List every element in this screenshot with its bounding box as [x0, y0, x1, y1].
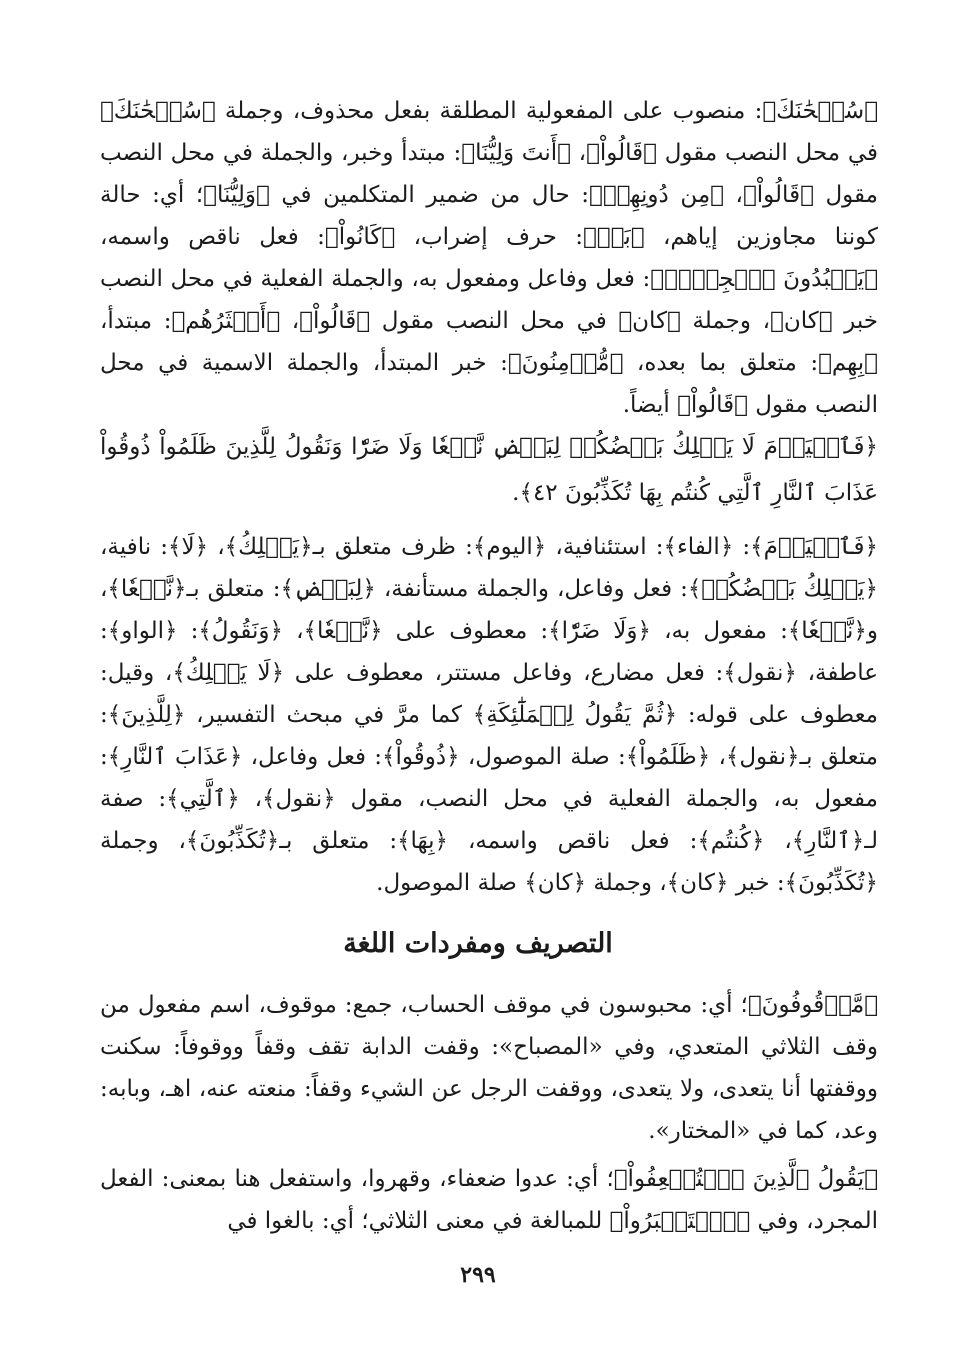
section-heading: التصريف ومفردات اللغة [343, 928, 613, 959]
paragraph-analysis-subhanaka: ﴿سُبۡحَٰنَكَ﴾: منصوب على المفعولية المطلقة بفعل محذوف، وجملة ﴿سُبۡحَٰنَكَ﴾ في محل النصب مقول ﴿قَالُواْ﴾، ﴿أَنتَ وَلِيُّنَا﴾: مبتدأ وخبر، والجملة في محل النصب مقول ﴿قَالُواْ﴾، ﴿مِن دُونِهِمۖ﴾: حال من ضمير المتكلمين في ﴿وَلِيُّنَا﴾؛ أي: حالة كوننا مجاوزين إياهم، ﴿بَلۡ﴾: حرف إضراب، ﴿كَانُواْ﴾: فعل ناقص واسمه، ﴿يَعۡبُدُونَ ٱلۡجِنَّۖ﴾: فعل وفاعل ومفعول به، والجملة الفعلية في محل النصب خبر ﴿كان﴾، وجملة ﴿كان﴾ في محل النصب مقول ﴿قَالُواْ﴾، ﴿أَكۡثَرُهُم﴾: مبتدأ، ﴿بِهِم﴾: متعلق بما بعده، ﴿مُّؤۡمِنُونَ﴾: خبر المبتدأ، والجملة الاسمية في محل النصب مقول ﴿قَالُواْ﴾ أيضاً. [100, 98, 878, 418]
paragraph-analysis-verse-42: ﴿فَٱلۡيَوۡمَ﴾: ﴿الفاء﴾: استئنافية، ﴿اليوم﴾: ظرف متعلق بـ﴿يَمۡلِكُ﴾، ﴿لَا﴾: نافية، ﴿يَمۡلِكُ بَعۡضُكُمۡ﴾: فعل وفاعل، والجملة مستأنفة، ﴿لِبَعۡضٖ﴾: متعلق بـ﴿نَّفۡعٗا﴾، و﴿نَّفۡعٗا﴾: مفعول به، ﴿وَلَا ضَرّٗا﴾: معطوف على ﴿نَّفۡعٗا﴾، ﴿وَنَقُولُ﴾: ﴿الواو﴾: عاطفة، ﴿نقول﴾: فعل مضارع، وفاعل مستتر، معطوف على ﴿لَا يَمۡلِكُ﴾، وقيل: معطوف على قوله: ﴿ثُمَّ يَقُولُ لِلۡمَلَٰٓئِكَةِ﴾ كما مرَّ في مبحث التفسير، ﴿لِلَّذِينَ﴾: متعلق بـ﴿نقول﴾، ﴿ظَلَمُواْ﴾: صلة الموصول، ﴿ذُوقُواْ﴾: فعل وفاعل، ﴿عَذَابَ ٱلنَّارِ﴾: مفعول به، والجملة الفعلية في محل النصب، مقول ﴿نقول﴾، ﴿ٱلَّتِي﴾: صفة لـ﴿ٱلنَّارِ﴾، ﴿كُنتُم﴾: فعل ناقص واسمه، ﴿بِهَا﴾: متعلق بـ﴿تُكَذِّبُونَ﴾، وجملة ﴿تُكَذِّبُونَ﴾: خبر ﴿كان﴾، وجملة ﴿كان﴾ صلة الموصول. [100, 534, 878, 896]
paragraph-istudifu: ﴿يَقُولُ ٱلَّذِينَ ٱسۡتُضۡعِفُواْ﴾؛ أي: عدوا ضعفاء، وقهروا، واستفعل هنا بمعنى: الفعل المجرد، وفي ﴿ٱسۡتَكۡبَرُواْ﴾ للمبالغة في معنى الثلاثي؛ أي: بالغوا في [100, 1166, 878, 1234]
page-number: ٢٩٩ [460, 1262, 496, 1288]
quran-verse-42: ﴿فَٱلۡيَوۡمَ لَا يَمۡلِكُ بَعۡضُكُمۡ لِبَعۡضٖ نَّفۡعٗا وَلَا ضَرّٗا وَنَقُولُ لِلَّذِينَ ظَلَمُواْ ذُوقُواْ عَذَابَ ٱلنَّارِ ٱلَّتِي كُنتُم بِهَا تُكَذِّبُونَ ٤٢﴾. [100, 434, 878, 506]
paragraph-mawqufun: ﴿مَّوۡقُوفُونَ﴾؛ أي: محبوسون في موقف الحساب، جمع: موقوف، اسم مفعول من وقف الثلاثي المتعدي، وفي «المصباح»: وقفت الدابة تقف وقفاً ووقوفاً: سكنت ووقفتها أنا يتعدى، ولا يتعدى، ووقفت الرجل عن الشيء وقفاً: منعته عنه، اهـ، وبابه: وعد، كما في «المختار». [100, 992, 878, 1144]
